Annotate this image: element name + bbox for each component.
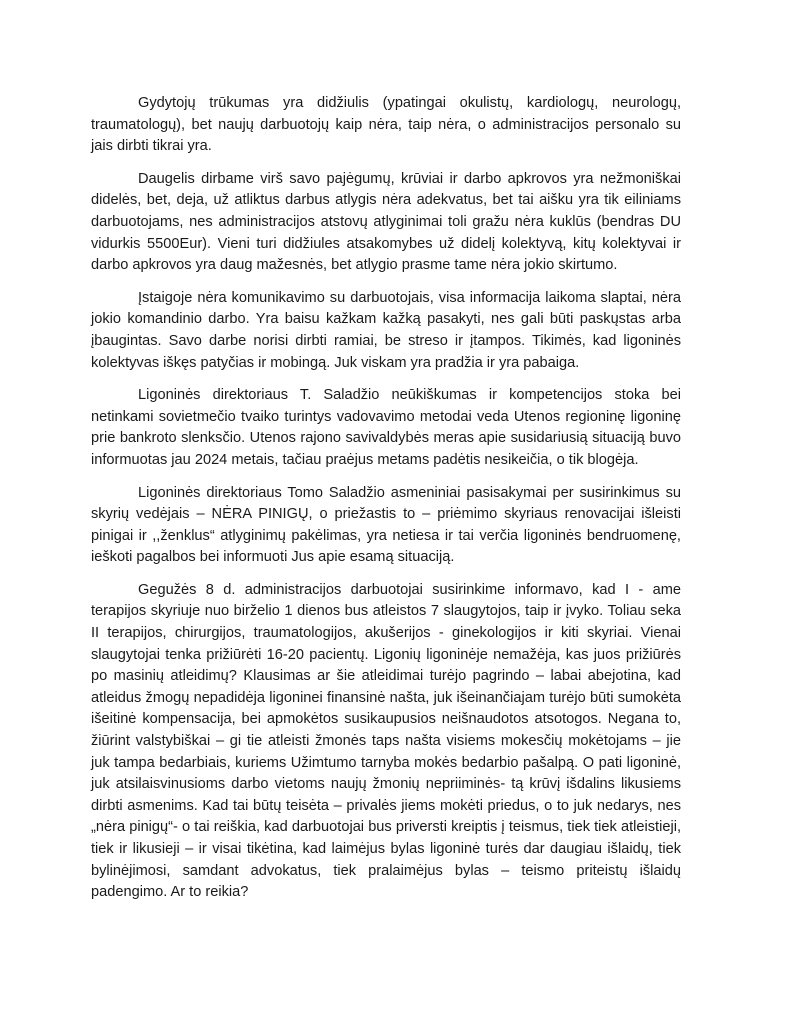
paragraph-2: Daugelis dirbame virš savo pajėgumų, krūviai ir darbo apkrovos yra nežmoniškai didelės, bet, deja, už atliktus darbus atlygis nėra adekvatus, bet tai aišku yra tik eiliniams darbuotojams, nes administracijos atstovų atlyginimai toli gražu nėra kuklūs (bendras DU vidurkis 5500Eur). Vieni turi didžiules atsakomybes už didelį kolektyvą, kitų kolektyvai ir darbo apkrovos yra daug mažesnės, bet atlygio prasme tame nėra jokio skirtumo.: [91, 170, 681, 274]
paragraph-4: Ligoninės direktoriaus T. Saladžio neūkiškumas ir kompetencijos stoka bei netinkami sovietmečio tvaiko turintys vadovavimo metodai veda Utenos regioninę ligoninę prie bankroto slenksčio. Utenos rajono savivaldybės meras apie susidariusią situaciją buvo informuotas jau 2024 metais, tačiau praėjus metams padėtis nesikeičia, o tik blogėja.: [91, 387, 681, 468]
paragraph-6: Gegužės 8 d. administracijos darbuotojai susirinkime informavo, kad I - ame terapijos skyriuje nuo birželio 1 dienos bus atleistos 7 slaugytojos, taip ir įvyko. Toliau seka II terapijos, chirurgijos, traumatologijos, akušerijos - ginekologijos ir kiti skyriai. Vienai slaugytojai tenka prižiūrėti 16-20 pacientų. Ligonių ligoninėje nemažėja, kas juos prižiūrės po masinių atleidimų? Klausimas ar šie atleidimai turėjo pagrindo – labai abejotina, kad atleidus žmogų nepadidėja ligoninei finansinė našta, juk išeinančiajam turėjo būti sumokėta išeitinė kompensacija, bei apmokėtos susikaupusios neišnaudotos atsotogos. Negana to, žiūrint valstybiškai – gi tie atleisti žmonės taps našta visiems mokesčių mokėtojams – jie juk tampa bedarbiais, kuriems Užimtumo tarnyba mokės bedarbio pašalpą. O pati ligoninė, juk atsilaisvinusioms darbo vietoms naujų žmonių nepriiminės- tą krūvį išdalins likusiems dirbti asmenims. Kad tai būtų teisėta – privalės jiems mokėti priedus, o to juk nedarys, nes „nėra pinigų“- o tai reiškia, kad darbuotojai bus priversti kreiptis į teismus, tiek tiek atleistieji, tiek ir likusieji – ir visai tikėtina, kad laimėjus bylas ligoninė turės dar daugiau išlaidų, tiek bylinėjimosi, samdant advokatus, tiek pralaimėjus bylas – teismo priteistų išlaidų padengimo. Ar to reikia?: [91, 581, 681, 901]
paragraph-3: Įstaigoje nėra komunikavimo su darbuotojais, visa informacija laikoma slaptai, nėra jokio komandinio darbo. Yra baisu kažkam kažką pasakyti, nes gali būti paskųstas arba įbaugintas. Savo darbe norisi dirbti ramiai, be streso ir įtampos. Tikimės, kad ligoninės kolektyvas iškęs patyčias ir mobingą. Juk viskam yra pradžia ir yra pabaiga.: [91, 289, 681, 371]
paragraph-5: Ligoninės direktoriaus Tomo Saladžio asmeniniai pasisakymai per susirinkimus su skyrių vedėjais – NĖRA PINIGŲ, o priežastis to – priėmimo skyriaus renovacijai išleisti pinigai ir ,,ženklus“ atlyginimų pakėlimas, yra netiesa ir tai verčia ligoninės bendruomenę, ieškoti pagalbos bei informuoti Jus apie esamą situaciją.: [91, 484, 681, 566]
paragraph-1: Gydytojų trūkumas yra didžiulis (ypatingai okulistų, kardiologų, neurologų, traumatologų), bet naujų darbuotojų kaip nėra, taip nėra, o administracijos personalo su jais dirbti tikrai yra.: [91, 95, 681, 155]
